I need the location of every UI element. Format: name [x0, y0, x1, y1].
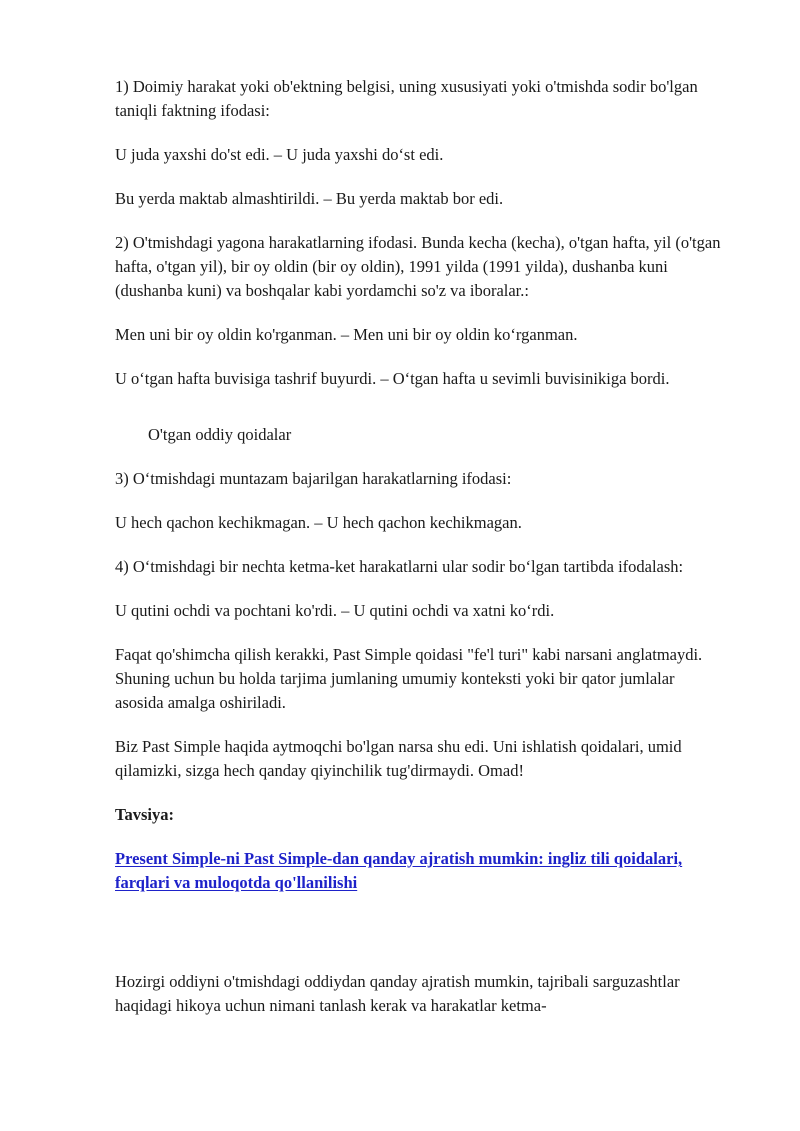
example-sentence: Men uni bir oy oldin ko'rganman. – Men uni bir oy oldin ko‘rganman. [115, 325, 578, 344]
paragraph-rule-2: 2) O'tmishdagi yagona harakatlarning ifodasi. Bunda kecha (kecha), o'tgan hafta, yil (o'tgan hafta, o'tgan yil), bir oy oldin (bir oy oldin), 1991 yilda (1991 yilda), dushanba kuni (dushanba kuni) va boshqalar kabi yordamchi so'z va iboralar.: [115, 233, 721, 300]
recommendation-link-wrap [115, 847, 725, 895]
paragraph-rule-1: 1) Doimiy harakat yoki ob'ektning belgisi, uning xususiyati yoki o'tmishda sodir bo'lgan taniqli faktning ifodasi: [115, 77, 698, 120]
example-sentence: U qutini ochdi va pochtani ko'rdi. – U qutini ochdi va xatni ko‘rdi. [115, 601, 555, 620]
paragraph-rule-4: 4) O‘tmishdagi bir nechta ketma-ket harakatlarni ular sodir bo‘lgan tartibda ifodalash: [115, 557, 684, 576]
recommendation-link[interactable]: Present Simple-ni Past Simple-dan qanday ajratish mumkin: ingliz tili qoidalari, farqlari va muloqotda qo'llanilishi [115, 849, 683, 892]
spacer [115, 895, 725, 970]
example-sentence: U o‘tgan hafta buvisiga tashrif buyurdi. – O‘tgan hafta u sevimli buvisinikiga bordi. [115, 369, 670, 388]
paragraph-note: Faqat qo'shimcha qilish kerakki, Past Simple qoidasi "fe'l turi" kabi narsani anglatmaydi. Shuning uchun bu holda tarjima jumlaning umumiy konteksti yoki bir qator jumlalar asosida amalga oshiriladi. [115, 645, 703, 712]
example-sentence: U juda yaxshi do'st edi. – U juda yaxshi do‘st edi. [115, 145, 444, 164]
recommendation-label: Tavsiya: [115, 805, 174, 824]
example-sentence: U hech qachon kechikmagan. – U hech qachon kechikmagan. [115, 513, 522, 532]
paragraph-rule-3: 3) O‘tmishdagi muntazam bajarilgan harakatlarning ifodasi: [115, 469, 512, 488]
section-heading: O'tgan oddiy qoidalar [148, 425, 292, 444]
document-page [115, 75, 725, 1018]
paragraph-continued: Hozirgi oddiyni o'tmishdagi oddiydan qanday ajratish mumkin, tajribali sarguzashtlar haqidagi hikoya uchun nimani tanlash kerak va harakatlar ketma- [115, 972, 680, 1015]
paragraph-conclusion: Biz Past Simple haqida aytmoqchi bo'lgan narsa shu edi. Uni ishlatish qoidalari, umid qilamizki, sizga hech qanday qiyinchilik tug'dirmaydi. Omad! [115, 737, 682, 780]
example-sentence: Bu yerda maktab almashtirildi. – Bu yerda maktab bor edi. [115, 189, 504, 208]
